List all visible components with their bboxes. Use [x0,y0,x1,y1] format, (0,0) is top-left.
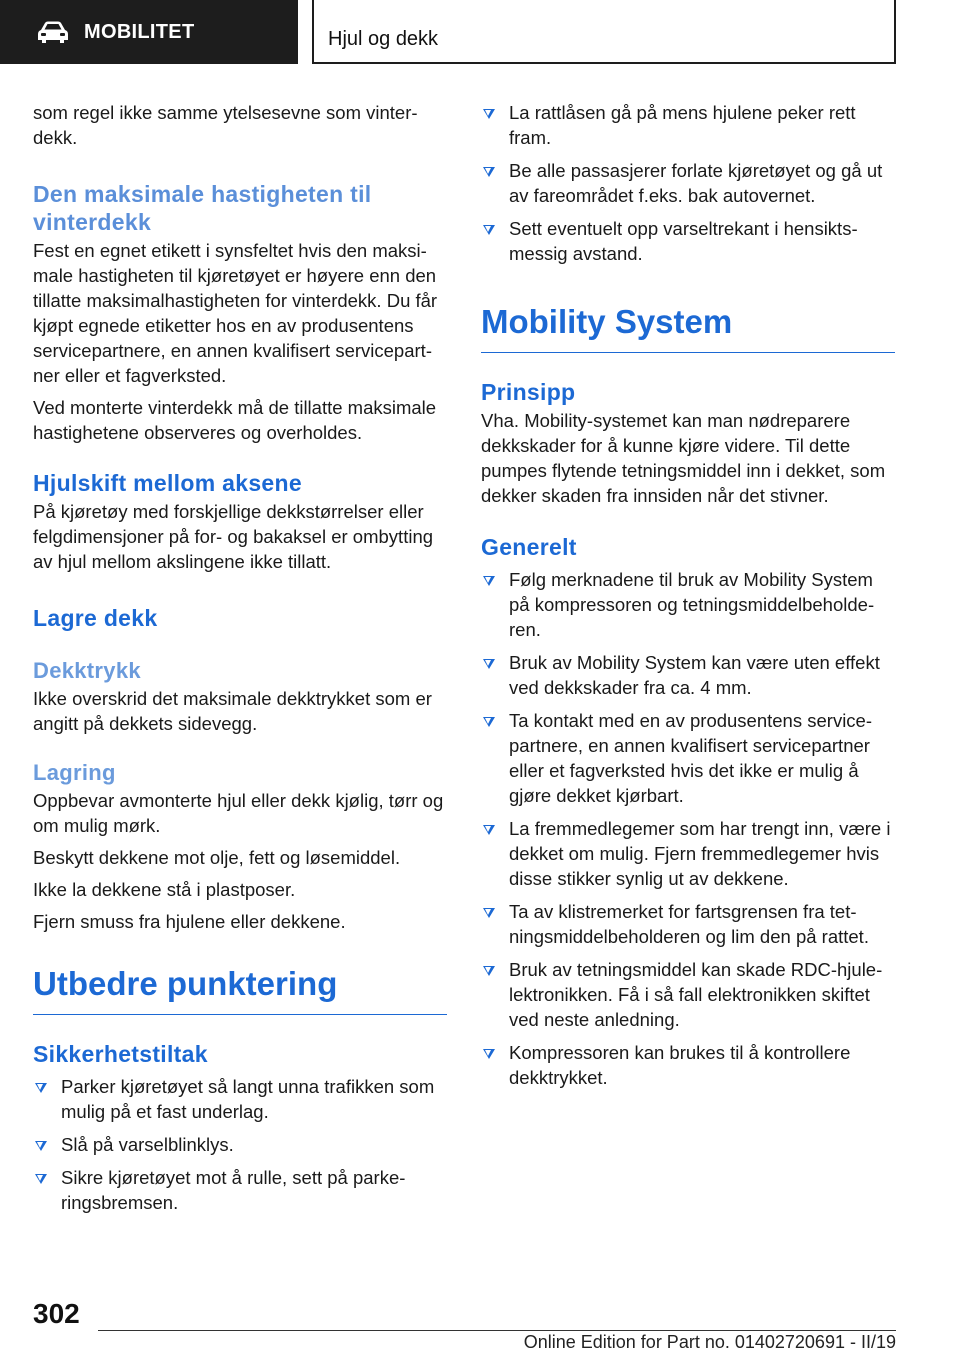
list-item: Parker kjøretøyet så langt unna trafikken som mulig på et fast underlag. [33,1074,447,1124]
list-item: Følg merknadene til bruk av Mobility System på kompressoren og tetningsmiddelbeholderen. [481,567,895,642]
heading-wheel-swap: Hjulskift mellom aksene [33,470,302,496]
list-item: Ta av klistremerket for fartsgrensen fra tetningsmiddelbeholderen og lim den på rattet. [481,899,895,949]
triangle-bullet-icon [483,659,495,669]
heading-storage: Lagring [33,760,116,785]
section-label: MOBILITET [84,20,195,43]
heading-safety: Sikkerhetstiltak [33,1041,208,1067]
triangle-bullet-icon [483,825,495,835]
heading-max-speed: Den maksimale hastigheten til vinterdekk [33,181,372,235]
triangle-bullet-icon [483,167,495,177]
list-item: Sikre kjøretøyet mot å rulle, sett på parkeringsbremsen. [33,1165,447,1215]
heading-general: Generelt [481,534,577,560]
safety-list [33,1074,447,1215]
heading-fix-puncture: Utbedre punktering [33,964,447,1015]
paragraph: På kjøretøy med forskjellige dekkstørrelser eller felgdimensjoner på for- og bakaksel er ombytting av hjul mellom akslingene ikke tillatt. [33,501,434,572]
paragraph: Oppbevar avmonterte hjul eller dekk kjølig, tørr og om mulig mørk. [33,790,444,836]
list-item: Slå på varselblinklys. [33,1132,447,1157]
footer-divider [98,1330,896,1331]
paragraph: Ved monterte vinterdekk må de tillatte maksimale hastighetene observeres og overholdes. [33,397,437,443]
list-item: Ta kontakt med en av produsentens servicepartnere, en annen kvalifisert servicepartner eller et fagverksted hvis det ikke er mulig å gjøre dekket kjørbart. [481,708,895,808]
list-item: Kompressoren kan brukes til å kontrollere dekktrykket. [481,1040,895,1090]
list-item: La rattlåsen gå på mens hjulene peker rett fram. [481,100,895,150]
triangle-bullet-icon [483,1049,495,1059]
left-column [33,100,447,1223]
edition-text: Online Edition for Part no. 01402720691 - II/19 [523,1332,896,1352]
chapter-title: Hjul og dekk [328,28,439,50]
paragraph: Ikke la dekkene stå i plastposer. [33,879,296,900]
intro-text: som regel ikke samme ytelsesevne som vinterdekk. [33,102,418,148]
paragraph: Vha. Mobility-systemet kan man nødreparere dekkskader for å kunne kjøre videre. Til dette pumpes flytende tetningsmiddel inn i dekket, som dekker skaden fra innsiden når det stivner. [481,410,886,506]
triangle-bullet-icon [35,1083,47,1093]
list-item: Bruk av Mobility System kan være uten effekt ved dekkskader fra ca. 4 mm. [481,650,895,700]
list-item: Be alle passasjerer forlate kjøretøyet og gå ut av fareområdet f.eks. bak autovernet. [481,158,895,208]
car-icon [36,19,70,45]
section-tab [0,0,298,64]
safety-list-continued [481,100,895,266]
triangle-bullet-icon [483,576,495,586]
triangle-bullet-icon [483,717,495,727]
paragraph: Fest en egnet etikett i synsfeltet hvis den maksimale hastigheten til kjøretøyet er høyere enn den tillatte maksimalhastigheten for vinterdekk. Du får kjøpt egnede etiketter hos en av produsentens servicepartnere, en annen kvalifisert servicepartner eller et fagverksted. [33,240,438,386]
list-item: Bruk av tetningsmiddel kan skade RDC-hjulelektronikken. Få i så fall elektronikken skiftet ved neste anledning. [481,957,895,1032]
chapter-header [312,0,896,64]
triangle-bullet-icon [483,109,495,119]
paragraph: Ikke overskrid det maksimale dekktrykket som er angitt på dekkets sidevegg. [33,688,432,734]
paragraph: Beskytt dekkene mot olje, fett og løsemiddel. [33,847,401,868]
triangle-bullet-icon [35,1174,47,1184]
triangle-bullet-icon [483,908,495,918]
heading-mobility-system: Mobility System [481,302,895,353]
list-item: La fremmedlegemer som har trengt inn, være i dekket om mulig. Fjern fremmedlegemer hvis disse stikker synlig ut av dekkene. [481,816,895,891]
page-number: 302 [33,1298,80,1329]
heading-store-tires: Lagre dekk [33,605,158,631]
general-list [481,567,895,1090]
triangle-bullet-icon [35,1141,47,1151]
triangle-bullet-icon [483,225,495,235]
triangle-bullet-icon [483,966,495,976]
paragraph: Fjern smuss fra hjulene eller dekkene. [33,911,346,932]
right-column [481,100,895,1098]
heading-tire-pressure: Dekktrykk [33,658,141,683]
heading-principle: Prinsipp [481,379,576,405]
list-item: Sett eventuelt opp varseltrekant i hensiktsmessig avstand. [481,216,895,266]
